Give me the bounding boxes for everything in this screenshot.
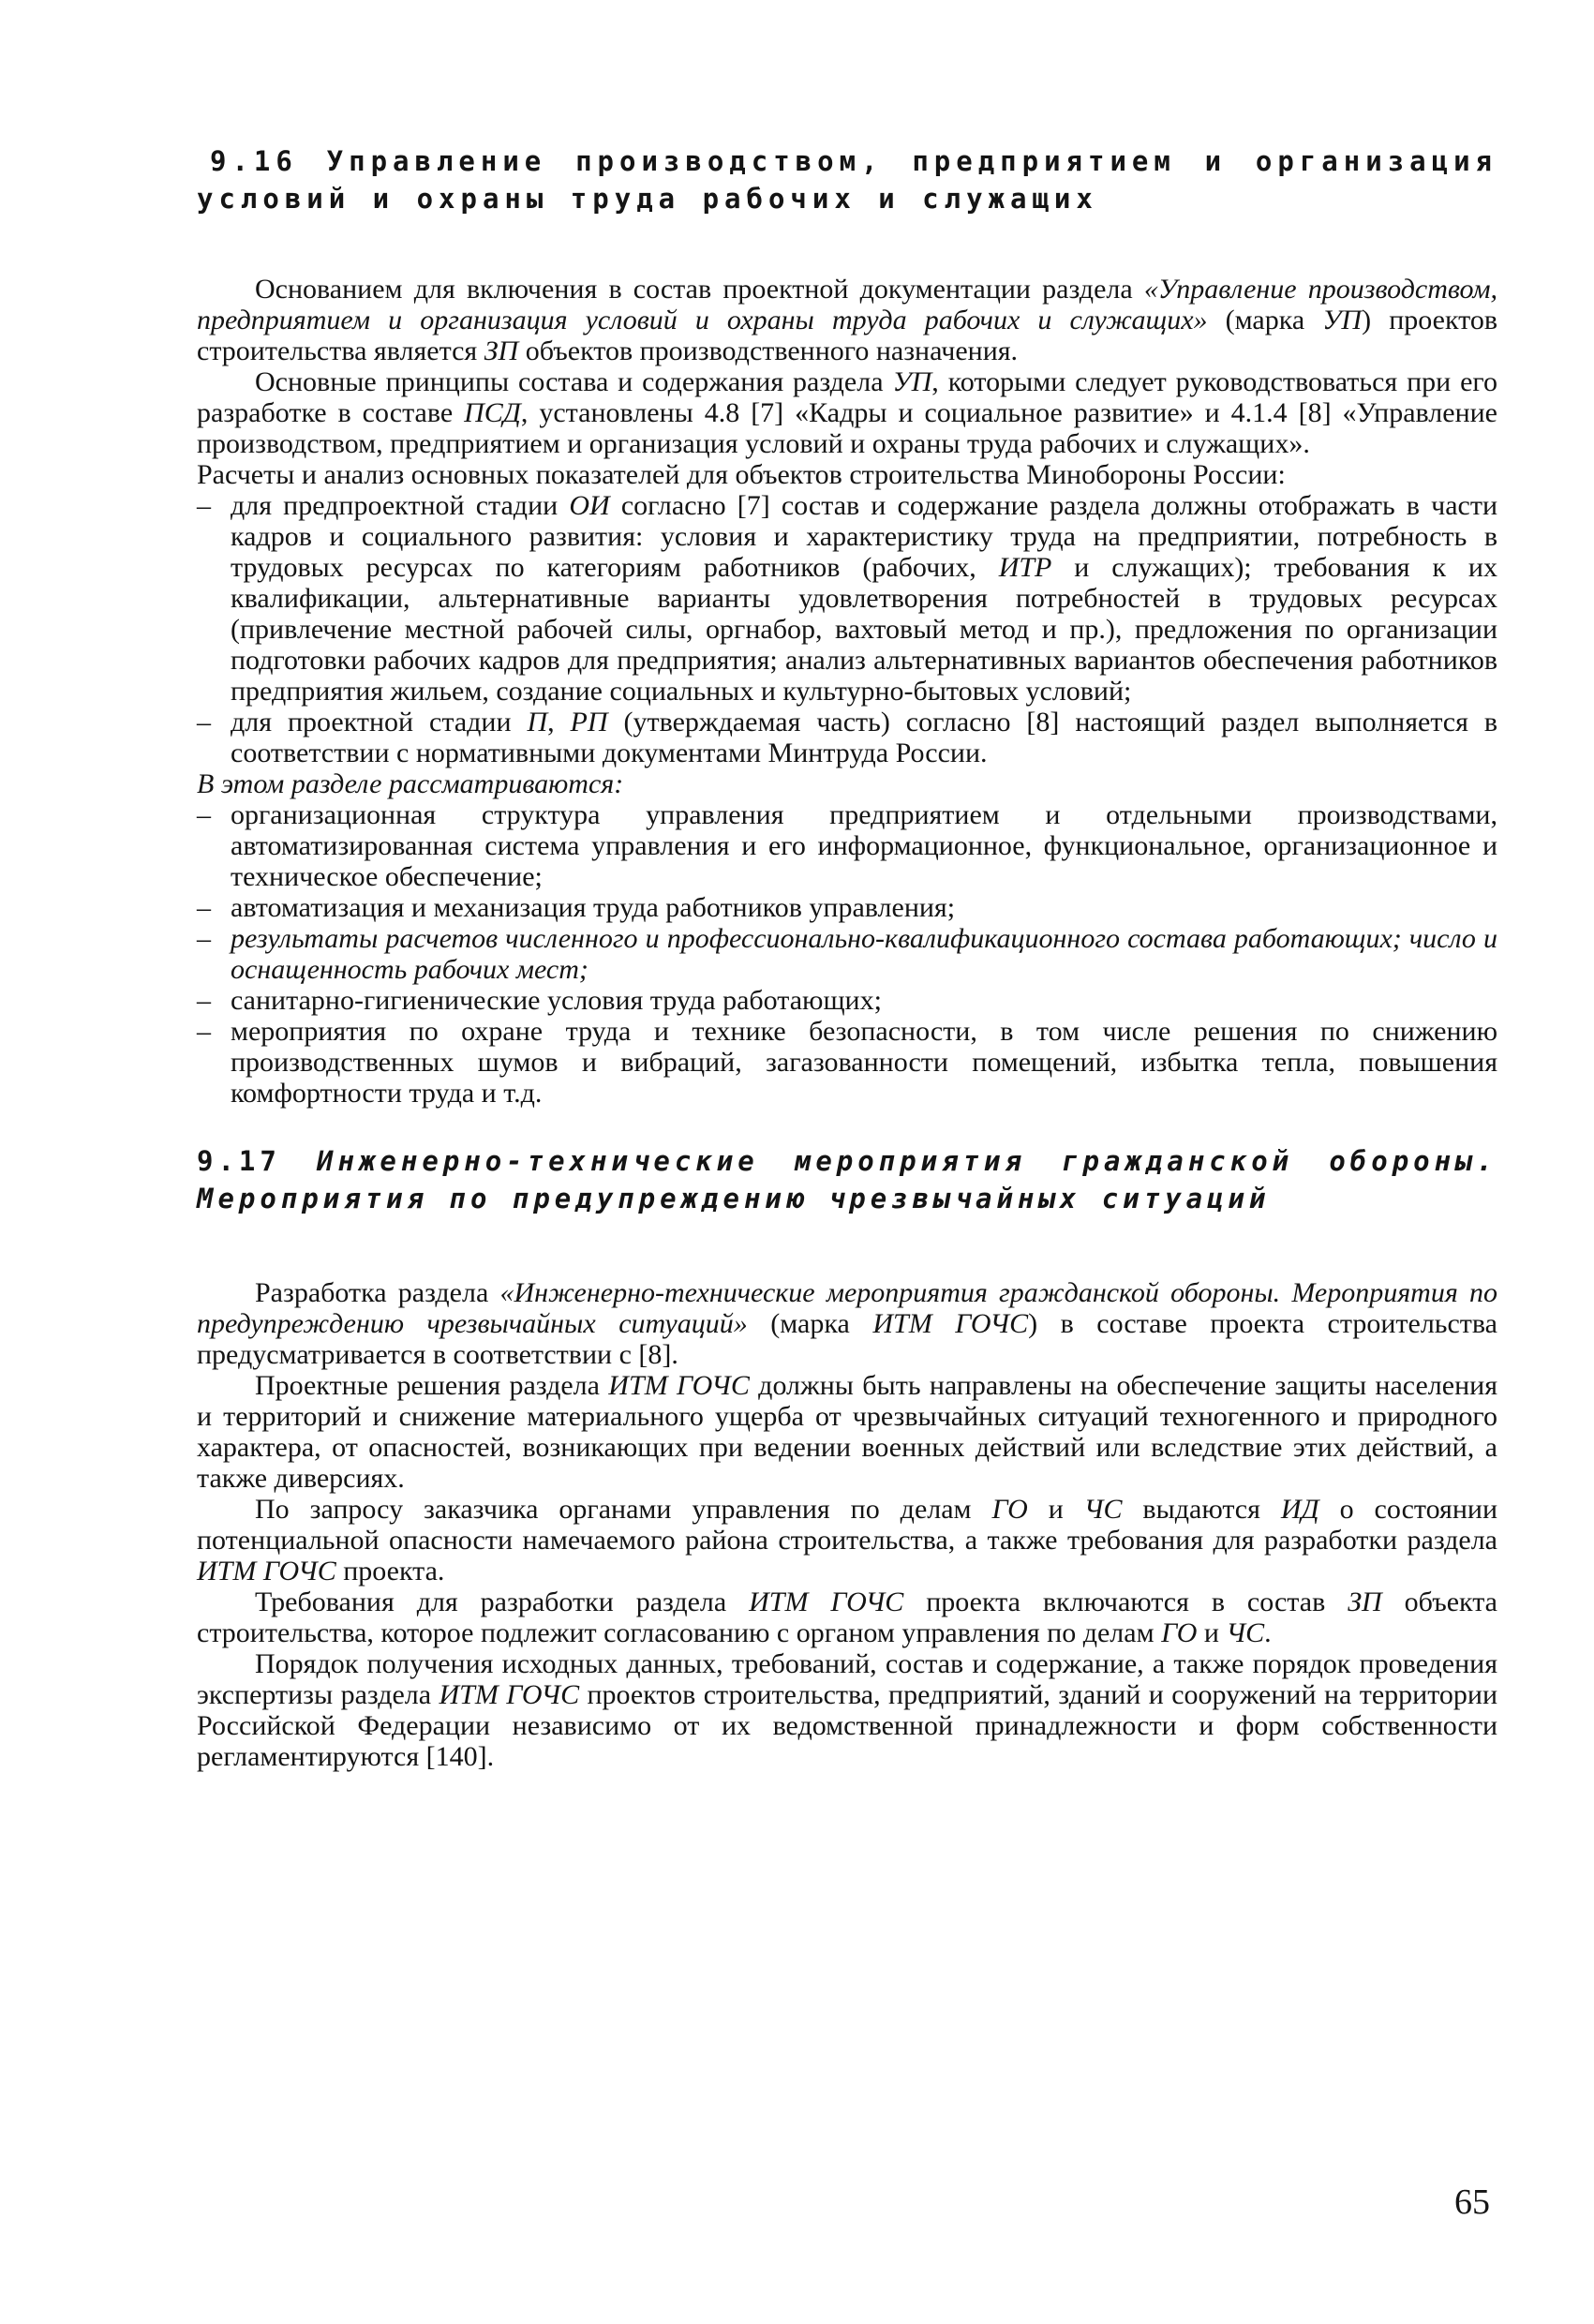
page-number: 65 (1454, 2182, 1490, 2222)
paragraph-basis: Основанием для включения в состав проектной документации раздела «Управление производством, предприятием и организация условий и охраны труда рабочих и служащих» (марка УП) проектов строительства является ЗП объектов производственного назначения. (197, 274, 1498, 366)
stage-list (197, 490, 1497, 768)
paragraph-procedure: Порядок получения исходных данных, требований, состав и содержание, а также порядок проведения экспертизы раздела ИТМ ГОЧС проектов строительства, предприятий, зданий и сооружений на территории Российской Федерации независимо от их ведомственной принадлежности и форм собственности регламентируются [140]. (197, 1648, 1498, 1772)
text-column (197, 142, 1497, 1772)
list-item: – санитарно-гигиенические условия труда работающих; (197, 985, 1497, 1016)
paragraph-considered: В этом разделе рассматриваются: (197, 768, 624, 799)
paragraph-requirements: Требования для разработки раздела ИТМ ГОЧС проекта включаются в состав ЗП объекта строительства, которое подлежит согласованию с органом управления по делам ГО и ЧС. (197, 1587, 1497, 1648)
list-item: – результаты расчетов численного и профессионально-квалификационного состава работающих; число и оснащенность рабочих мест; (197, 923, 1497, 985)
section-number: 9.17 (197, 1145, 281, 1177)
list-item: – для проектной стадии П, РП (утверждаемая часть) согласно [8] настоящий раздел выполняется в соответствии с нормативными документами Минтруда России. (197, 707, 1497, 768)
considered-list (197, 799, 1497, 1109)
paragraph-calculations: Расчеты и анализ основных показателей для объектов строительства Минобороны России: (197, 459, 1286, 490)
section-title: Инженерно-технические мероприятия гражданской обороны. Мероприятия по предупреждению чрезвычайных ситуаций (197, 1145, 1497, 1214)
paragraph-development: Разработка раздела «Инженерно-технические мероприятия гражданской обороны. Мероприятия по предупреждению чрезвычайных ситуаций» (марка ИТМ ГОЧС) в составе проекта строительства предусматривается в соответствии с [8]. (197, 1277, 1497, 1370)
paragraph-principles: Основные принципы состава и содержания раздела УП, которыми следует руководствоваться при его разработке в составе ПСД, установлены 4.8 [7] «Кадры и социальное развитие» и 4.1.4 [8] «Управление производством, предприятием и организация условий и охраны труда рабочих и служащих». (197, 366, 1497, 459)
paragraph-request: По запросу заказчика органами управления по делам ГО и ЧС выдаются ИД о состоянии потенциальной опасности намечаемого района строительства, а также требования для разработки раздела ИТМ ГОЧС проекта. (197, 1494, 1498, 1587)
list-item: – мероприятия по охране труда и технике безопасности, в том числе решения по снижению производственных шумов и вибраций, загазованности помещений, избытка тепла, повышения комфортности труда и т.д. (197, 1016, 1497, 1109)
section-heading-9-16: 9.16 Управление производством, предприятием и организация условий и охраны труда рабочих и служащих (197, 145, 1497, 215)
section-heading-9-17 (197, 1142, 1497, 1217)
paragraph-design-solutions: Проектные решения раздела ИТМ ГОЧС должны быть направлены на обеспечение защиты населения и территорий и снижение материального ущерба от чрезвычайных ситуаций техногенного и природного характера, от опасностей, возникающих при ведении военных действий или вследствие этих действий, а также диверсиях. (197, 1370, 1497, 1494)
list-item: – организационная структура управления предприятием и отдельными производствами, автоматизированная система управления и его информационное, функциональное, организационное и техническое обеспечение; (197, 799, 1497, 892)
list-item: – автоматизация и механизация труда работников управления; (197, 892, 1497, 923)
list-item: – для предпроектной стадии ОИ согласно [7] состав и содержание раздела должны отображать в части кадров и социального развития: условия и характеристику труда на предприятии, потребность в трудовых ресурсах по категориям работников (рабочих, ИТР и служащих); требования к их квалификации, альтернативные варианты удовлетворения потребностей в трудовых ресурсах (привлечение местной рабочей силы, оргнабор, вахтовый метод и пр.), предложения по организации подготовки рабочих кадров для предприятия; анализ альтернативных вариантов обеспечения работников предприятия жильем, создание социальных и культурно-бытовых условий; (197, 490, 1497, 707)
